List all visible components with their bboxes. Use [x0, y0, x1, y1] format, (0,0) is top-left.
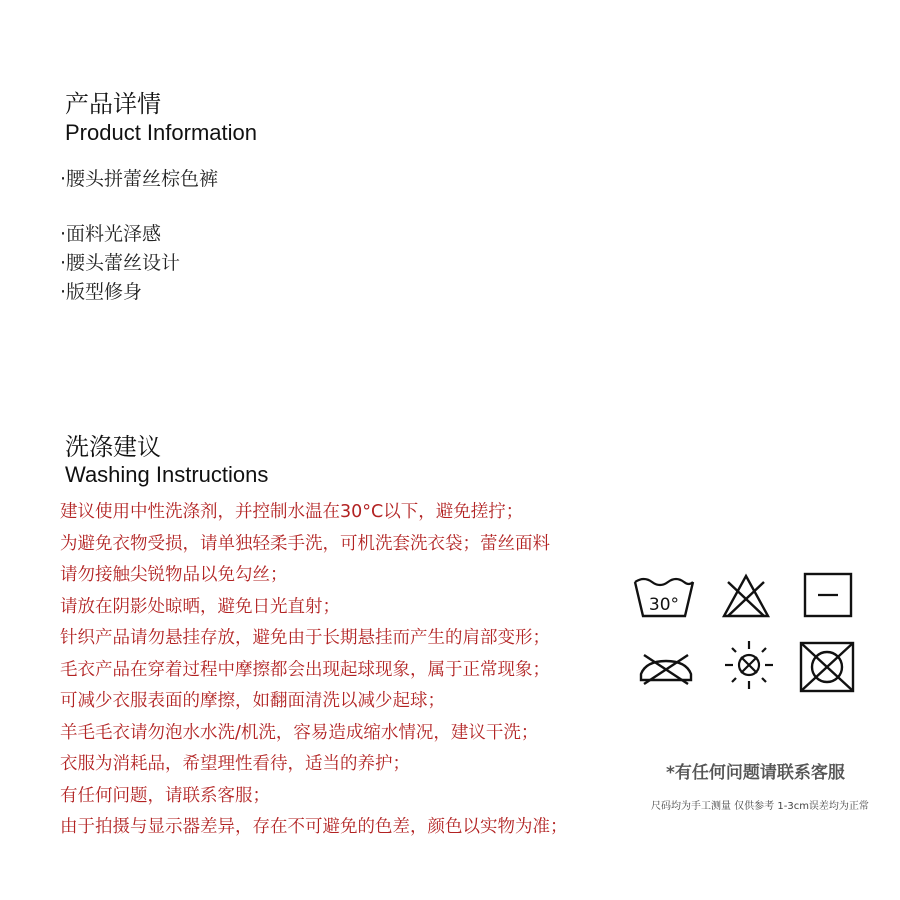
feature-item: ·腰头蕾丝设计 [60, 252, 181, 274]
washing-line: 为避免衣物受损，请单独轻柔手洗，可机洗套洗衣袋；蕾丝面料 [60, 533, 550, 554]
washing-line: 有任何问题，请联系客服； [60, 785, 270, 806]
washing-list [60, 497, 568, 844]
washing-line: 毛衣产品在穿着过程中摩擦都会出现起球现象，属于正常现象； [60, 659, 550, 680]
washing-line: 请放在阴影处晾晒，避免日光直射； [60, 596, 340, 617]
no-bleach-icon [720, 572, 772, 620]
washing-line: 针织产品请勿悬挂存放，避免由于长期悬挂而产生的肩部变形； [60, 628, 550, 648]
no-iron-icon [636, 646, 696, 690]
washing-line: 可减少衣服表面的摩擦，如翻面清洗以减少起球； [60, 691, 445, 711]
no-tumble-dry-icon [797, 640, 857, 694]
washing-title-en: Washing Instructions [65, 462, 269, 487]
washing-line: 建议使用中性洗涤剂，并控制水温在30°C以下，避免搓拧； [60, 502, 524, 522]
feature-item: ·面料光泽感 [60, 223, 162, 245]
sun-dry-icon [722, 638, 776, 692]
washing-line: 由于拍摄与显示器差异，存在不可避免的色差，颜色以实物为准； [60, 817, 568, 837]
wash-temp-label: 30° [648, 595, 680, 615]
washing-line: 请勿接触尖锐物品以免勾丝； [60, 565, 288, 585]
size-note: 尺码均为手工测量 仅供参考 1-3cm误差均为正常 [651, 801, 869, 812]
feature-item: ·版型修身 [60, 281, 143, 303]
wash-30-icon [632, 574, 696, 622]
product-lead: ·腰头拼蕾丝棕色裤 [60, 168, 219, 190]
washing-line: 衣服为消耗品，希望理性看待，适当的养护； [60, 754, 410, 774]
washing-title-cn: 洗涤建议 [65, 433, 161, 461]
tumble-dry-icon [803, 572, 853, 618]
product-title-cn: 产品详情 [65, 90, 161, 118]
washing-line: 羊毛毛衣请勿泡水水洗/机洗，容易造成缩水情况，建议干洗； [60, 722, 539, 743]
product-title-en: Product Information [65, 120, 257, 145]
contact-note: *有任何问题请联系客服 [666, 763, 845, 783]
